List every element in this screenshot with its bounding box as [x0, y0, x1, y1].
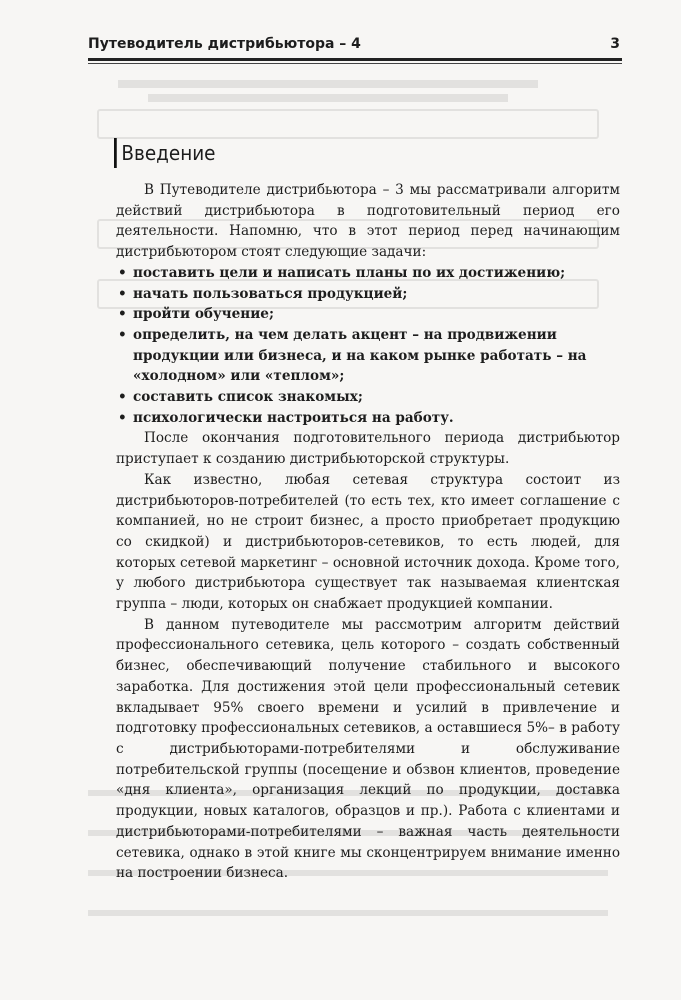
paragraph-guide-scope: В данном путеводителе мы рассмотрим алгоритм действий профессионального сетевика, цель которого – создать собственный бизнес, обеспечивающий получение стабильного и высокого заработка. Для достижения этой цели профессиональный сетевик вкладывает 95% своего времени и усилий в привлечение и подготовку профессиональных сетевиков, а оставшиеся 5%– в работу с дистрибьюторами-потребителями и обслуживание потребительской группы (посещение и обзвон клиентов, проведение «дня клиента», организация лекций по продукции, доставка продукции, новых каталогов, образцов и пр.). Работа с клиентами и дистрибьюторами-потребителями – важная часть деятельности сетевика, однако в этой книге мы сконцентрируем внимание именно на построении бизнеса. — [116, 616, 620, 882]
list-item: • начать пользоваться продукцией; — [116, 284, 620, 305]
list-item: • поставить цели и написать планы по их достижению; — [116, 263, 620, 284]
list-item: • составить список знакомых; — [116, 387, 620, 408]
list-item: • психологически настроиться на работу. — [116, 408, 620, 429]
running-header — [88, 36, 622, 58]
list-item: • пройти обучение; — [116, 304, 620, 325]
bullet-icon: • — [118, 306, 127, 323]
list-item: • определить, на чем делать акцент – на продвижении продукции или бизнеса, и на каком рынке работать – на «холодном» или «теплом»; — [118, 326, 587, 385]
bullet-icon: • — [118, 389, 127, 406]
task-list — [116, 263, 620, 429]
paragraph-after-tasks: После окончания подготовительного периода дистрибьютор приступает к созданию дистрибьюторской структуры. — [116, 430, 620, 468]
bullet-icon: • — [118, 326, 127, 343]
body-text — [116, 180, 620, 884]
bullet-icon: • — [118, 409, 127, 426]
bullet-icon: • — [118, 264, 127, 281]
running-title: Путеводитель дистрибьютора – 4 — [88, 36, 361, 52]
page-number: 3 — [610, 36, 620, 52]
header-rule — [88, 58, 622, 61]
header-rule-thin — [88, 63, 622, 64]
paragraph-intro: В Путеводителе дистрибьютора – 3 мы рассматривали алгоритм действий дистрибьютора в подготовительный период его деятельности. Напомню, что в этот период перед начинающим дистрибьютором стоят следующие задачи: — [116, 182, 620, 261]
paragraph-network-structure: Как известно, любая сетевая структура состоит из дистрибьюторов-потребителей (то есть тех, кто имеет соглашение с компанией, но не строит бизнес, а просто приобретает продукцию со скидкой) и дистрибьюторов-сетевиков, то есть людей, для которых сетевой маркетинг – основной источник дохода. Кроме того, у любого дистрибьютора существует так называемая клиентская группа – люди, которых он снабжает продукцией компании. — [116, 471, 620, 613]
section-heading: Введение — [114, 138, 216, 168]
bullet-icon: • — [118, 285, 127, 302]
